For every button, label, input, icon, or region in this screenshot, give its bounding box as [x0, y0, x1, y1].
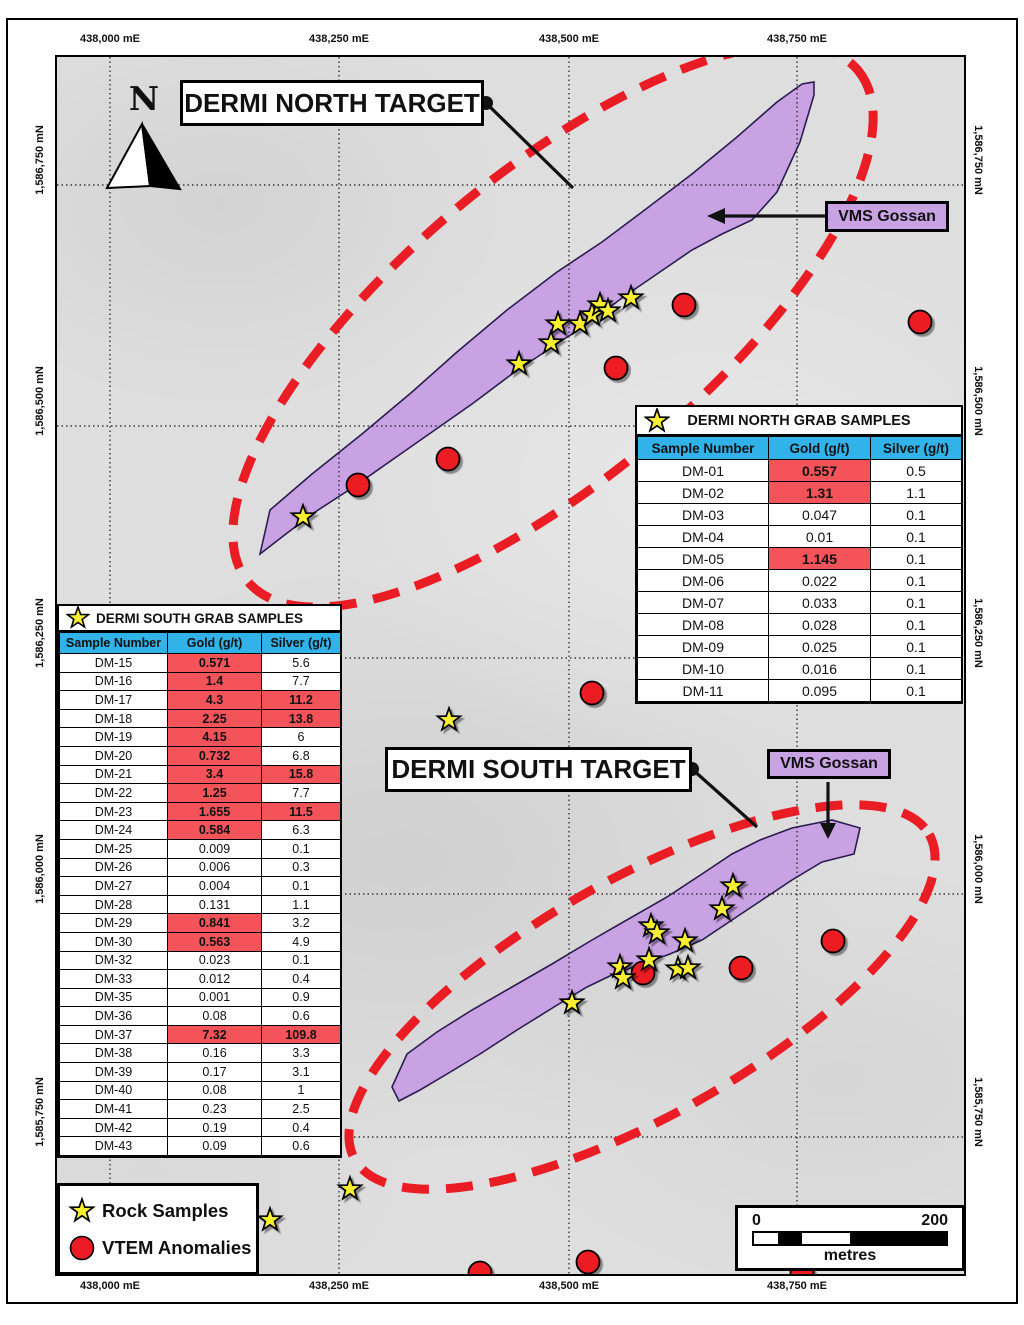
coord-label-right: 1,586,250 mN: [972, 598, 984, 668]
table-row: DM-04 0.01 0.1: [638, 526, 962, 548]
rock-sample-marker: [259, 1208, 282, 1230]
scale-start-label: 0: [752, 1212, 761, 1229]
table-row: DM-09 0.025 0.1: [638, 636, 962, 658]
legend-vtem-anomalies-text: VTEM Anomalies: [102, 1236, 252, 1258]
vms-gossan-text-north: VMS Gossan: [838, 207, 936, 225]
table-row: DM-15 0.571 5.6: [60, 654, 341, 673]
table-row: DM-10 0.016 0.1: [638, 658, 962, 680]
table-row: DM-11 0.095 0.1: [638, 680, 962, 702]
coord-label-bottom: 438,500 mE: [539, 1280, 599, 1292]
table-row: DM-30 0.563 4.9: [60, 932, 341, 951]
south-samples-table: [57, 604, 342, 1158]
table-row: DM-17 4.3 11.2: [60, 691, 341, 710]
table-row: DM-21 3.4 15.8: [60, 765, 341, 784]
north-samples-table: [635, 405, 963, 704]
table-row: DM-33 0.012 0.4: [60, 970, 341, 989]
vtem-anomaly-marker: [469, 1262, 492, 1275]
table-row: DM-19 4.15 6: [60, 728, 341, 747]
coord-label-left: 1,586,750 mN: [34, 125, 46, 195]
vtem-anomaly-marker: [822, 930, 845, 953]
star-icon: [66, 606, 90, 630]
vtem-anomaly-marker: [673, 294, 696, 317]
vtem-anomaly-marker: [347, 474, 370, 497]
table-row: DM-28 0.131 1.1: [60, 895, 341, 914]
map-canvas: [55, 55, 966, 1276]
scale-bar: [735, 1205, 965, 1271]
table-row: DM-18 2.25 13.8: [60, 709, 341, 728]
legend-box: [57, 1183, 259, 1275]
legend-rock-samples-text: Rock Samples: [102, 1199, 229, 1221]
coord-label-bottom: 438,250 mE: [309, 1280, 369, 1292]
table-row: DM-07 0.033 0.1: [638, 592, 962, 614]
coord-label-top: 438,000 mE: [80, 33, 140, 45]
rock-sample-icon: [68, 1197, 96, 1225]
vms-arrow-north: [707, 208, 825, 224]
table-row: DM-37 7.32 109.8: [60, 1025, 341, 1044]
table-row: DM-05 1.145 0.1: [638, 548, 962, 570]
vms-gossan-text-south: VMS Gossan: [780, 755, 878, 772]
vms-gossan-label-north: [825, 201, 949, 232]
dermi-south-target-text: DERMI SOUTH TARGET: [391, 754, 686, 784]
table-header-row: [60, 633, 341, 654]
table-row: DM-01 0.557 0.5: [638, 460, 962, 482]
dermi-south-target-label: [385, 747, 692, 792]
table-row: DM-26 0.006 0.3: [60, 858, 341, 877]
south-table-title: [59, 606, 340, 632]
table-row: DM-03 0.047 0.1: [638, 504, 962, 526]
table-row: DM-20 0.732 6.8: [60, 746, 341, 765]
north-table-body: [638, 460, 962, 702]
coord-label-left: 1,586,500 mN: [34, 366, 46, 436]
vtem-anomaly-marker: [581, 682, 604, 705]
column-header: Silver (g/t): [262, 633, 341, 654]
table-row: DM-35 0.001 0.9: [60, 988, 341, 1007]
coord-label-right: 1,586,750 mN: [972, 125, 984, 195]
table-row: DM-23 1.655 11.5: [60, 802, 341, 821]
table-row: DM-25 0.009 0.1: [60, 839, 341, 858]
table-row: DM-38 0.16 3.3: [60, 1044, 341, 1063]
column-header: Gold (g/t): [168, 633, 262, 654]
table-row: DM-08 0.028 0.1: [638, 614, 962, 636]
table-row: DM-41 0.23 2.5: [60, 1100, 341, 1119]
coord-label-right: 1,585,750 mN: [972, 1077, 984, 1147]
north-compass: [102, 79, 186, 194]
column-header: Sample Number: [638, 437, 769, 460]
table-row: DM-36 0.08 0.6: [60, 1007, 341, 1026]
compass-n-label: N: [128, 79, 160, 118]
south-table-body: [60, 654, 341, 1156]
dermi-north-target-text: DERMI NORTH TARGET: [184, 87, 480, 118]
rock-sample-marker: [339, 1177, 362, 1199]
coord-label-top: 438,500 mE: [539, 33, 599, 45]
vtem-anomaly-marker: [437, 448, 460, 471]
coord-label-right: 1,586,000 mN: [972, 834, 984, 904]
table-row: DM-02 1.31 1.1: [638, 482, 962, 504]
coord-label-bottom: 438,000 mE: [80, 1280, 140, 1292]
coord-label-left: 1,586,000 mN: [34, 834, 46, 904]
table-row: DM-43 0.09 0.6: [60, 1137, 341, 1156]
column-header: Silver (g/t): [871, 437, 962, 460]
column-header: Sample Number: [60, 633, 168, 654]
table-row: DM-22 1.25 7.7: [60, 784, 341, 803]
table-row: DM-24 0.584 6.3: [60, 821, 341, 840]
coord-label-right: 1,586,500 mN: [972, 366, 984, 436]
rock-sample-marker: [438, 708, 461, 730]
north-table-title-text: DERMI NORTH GRAB SAMPLES: [687, 412, 911, 429]
table-row: DM-16 1.4 7.7: [60, 672, 341, 691]
legend-rock-samples: [68, 1192, 246, 1229]
south-table-title-text: DERMI SOUTH GRAB SAMPLES: [95, 610, 303, 626]
scale-unit-label: metres: [823, 1247, 877, 1264]
table-row: DM-06 0.022 0.1: [638, 570, 962, 592]
vtem-anomaly-marker: [605, 357, 628, 380]
coord-label-left: 1,585,750 mN: [34, 1077, 46, 1147]
vtem-anomaly-marker: [730, 957, 753, 980]
scale-end-label: 200: [921, 1212, 948, 1229]
column-header: Gold (g/t): [769, 437, 871, 460]
coord-label-top: 438,250 mE: [309, 33, 369, 45]
vtem-anomaly-icon: [68, 1234, 96, 1262]
table-header-row: [638, 437, 962, 460]
north-table-title: [637, 407, 961, 436]
scale-bar-graphic: [752, 1231, 948, 1246]
vtem-anomaly-marker: [909, 311, 932, 334]
table-row: DM-42 0.19 0.4: [60, 1118, 341, 1137]
coord-label-left: 1,586,250 mN: [34, 598, 46, 668]
coord-label-top: 438,750 mE: [767, 33, 827, 45]
table-row: DM-40 0.08 1: [60, 1081, 341, 1100]
legend-vtem-anomalies: [68, 1229, 252, 1266]
compass-arrow-icon: [102, 116, 186, 192]
table-row: DM-32 0.023 0.1: [60, 951, 341, 970]
gossan-polygon-south: [392, 820, 860, 1101]
table-row: DM-39 0.17 3.1: [60, 1063, 341, 1082]
target-ellipse-south: [297, 732, 964, 1262]
star-icon: [644, 408, 670, 434]
table-row: DM-27 0.004 0.1: [60, 877, 341, 896]
dermi-north-target-label: [180, 80, 484, 126]
coord-label-bottom: 438,750 mE: [767, 1280, 827, 1292]
table-row: DM-29 0.841 3.2: [60, 914, 341, 933]
vms-gossan-label-south: [767, 749, 891, 779]
vtem-anomaly-marker: [577, 1251, 600, 1274]
